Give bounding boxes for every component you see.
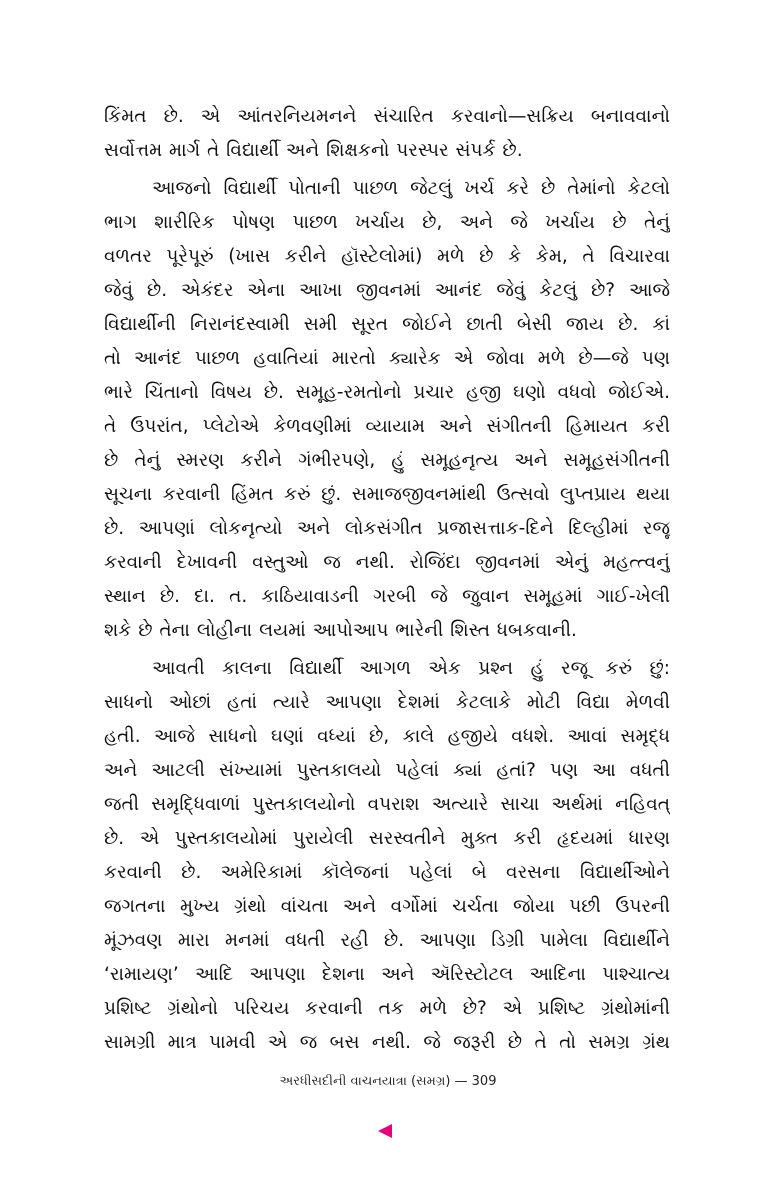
- paragraph: [104, 652, 670, 1060]
- text-line: છે. આપણાં લોકનૃત્યો અને લોકસંગીત પ્રજાસત્તાક-દિને દિલ્હીમાં રજૂ: [104, 518, 670, 539]
- text-line: જેવું છે. એકંદર એના આખા જીવનમાં આનંદ જેવું કેટલું છે? આજે: [104, 280, 670, 301]
- text-line: સામગ્રી માત્ર પામવી એ જ બસ નથી. જે જરૂરી છે તે તો સમગ્ર ગ્રંથ: [104, 1032, 670, 1053]
- text-line: કરવાની છે. અમેરિકામાં કૉલેજનાં પહેલાં બે વરસના વિદ્યાર્થીઓને: [104, 862, 670, 883]
- text-line: સૂચના કરવાની હિંમત કરું છું. સમાજજીવનમાંથી ઉત્સવો લુપ્તપ્રાય થયા: [104, 484, 670, 505]
- text-line: વિદ્યાર્થીની નિરાનંદસ્વામી સમી સૂરત જોઈને છાતી બેસી જાય છે. કાં: [104, 314, 670, 335]
- text-line: ‘રામાયણ’ આદિ આપણા દેશના અને ઍરિસ્ટોટલ આદિના પાશ્ચાત્ય: [104, 964, 670, 985]
- text-line: તો આનંદ પાછળ હવાતિયાં મારતો ક્યારેક એ જોવા મળે છે—જે પણ: [104, 348, 670, 369]
- text-line: સર્વોત્તમ માર્ગ તે વિદ્યાર્થી અને શિક્ષકનો પરસ્પર સંપર્ક છે.: [104, 140, 523, 161]
- text-line: અને આટલી સંખ્યામાં પુસ્તકાલયો પહેલાં ક્યાં હતાં? પણ આ વધતી: [104, 760, 670, 781]
- text-line: વળતર પૂરેપૂરું (ખાસ કરીને હૉસ્ટેલોમાં) મળે છે કે કેમ, તે વિચારવા: [104, 246, 670, 267]
- text-line: આજનો વિદ્યાર્થી પોતાની પાછળ જેટલું ખર્ચ કરે છે તેમાંનો કેટલો: [152, 178, 670, 199]
- text-line: તે ઉપરાંત, પ્લેટોએ કેળવણીમાં વ્યાયામ અને સંગીતની હિમાયત કરી: [104, 416, 670, 437]
- text-line: હતી. આજે સાધનો ઘણાં વધ્યાં છે, કાલે હજીયે વધશે. આવાં સમૃદ્ધ: [104, 726, 670, 747]
- text-line: પ્રશિષ્ટ ગ્રંથોનો પરિચય કરવાની તક મળે છે? એ પ્રશિષ્ટ ગ્રંથોમાંની: [104, 998, 670, 1019]
- text-line: છે તેનું સ્મરણ કરીને ગંભીરપણે, હું સમૂહનૃત્ય અને સમૂહસંગીતની: [104, 450, 670, 471]
- text-line: છે. એ પુસ્તકાલયોમાં પુરાયેલી સરસ્વતીને મુક્ત કરી હૃદયમાં ધારણ: [104, 828, 670, 849]
- text-line: જગતના મુખ્ય ગ્રંથો વાંચતા અને વર્ગોમાં ચર્ચતા જોયા પછી ઉપરની: [104, 896, 670, 917]
- text-line: કિંમત છે. એ આંતરનિયમનને સંચારિત કરવાનો—સક્રિય બનાવવાનો: [104, 106, 670, 127]
- text-line: સ્થાન છે. દા. ત. કાઠિયાવાડની ગરબી જે જુવાન સમૂહમાં ગાઈ-ખેલી: [104, 586, 670, 607]
- page-body: [104, 100, 670, 1060]
- text-line: આવતી કાલના વિદ્યાર્થી આગળ એક પ્રશ્ન હું રજૂ કરું છું:: [152, 658, 670, 679]
- text-line: જતી સમૃદ્ધિવાળાં પુસ્તકાલયોનો વપરાશ અત્યારે સાચા અર્થમાં નહિવત્: [104, 794, 670, 815]
- text-line: શકે છે તેના લોહીના લયમાં આપોઆપ ભારેની શિસ્ત ધબકવાની.: [104, 620, 577, 641]
- text-line: મૂંઝવણ મારા મનમાં વધતી રહી છે. આપણા ડિગ્રી પામેલા વિદ્યાર્થીને: [104, 930, 670, 951]
- page-footer: અરધીસદીની વાચનયાત્રા (સમગ્ર) — 309: [279, 1074, 497, 1089]
- triangle-left-icon[interactable]: [378, 1124, 392, 1138]
- text-line: કરવાની દેખાવની વસ્તુઓ જ નથી. રોજિંદા જીવનમાં એનું મહત્ત્વનું: [104, 552, 670, 573]
- paragraph: [104, 100, 670, 168]
- text-line: સાધનો ઓછાં હતાં ત્યારે આપણા દેશમાં કેટલાકે મોટી વિદ્યા મેળવી: [104, 692, 670, 713]
- paragraph: [104, 172, 670, 648]
- text-line: ભારે ચિંતાનો વિષય છે. સમૂહ-રમતોનો પ્રચાર હજી ઘણો વધવો જોઈએ.: [104, 382, 670, 403]
- text-line: ભાગ શારીરિક પોષણ પાછળ ખર્ચાય છે, અને જે ખર્ચાય છે તેનું: [104, 212, 670, 233]
